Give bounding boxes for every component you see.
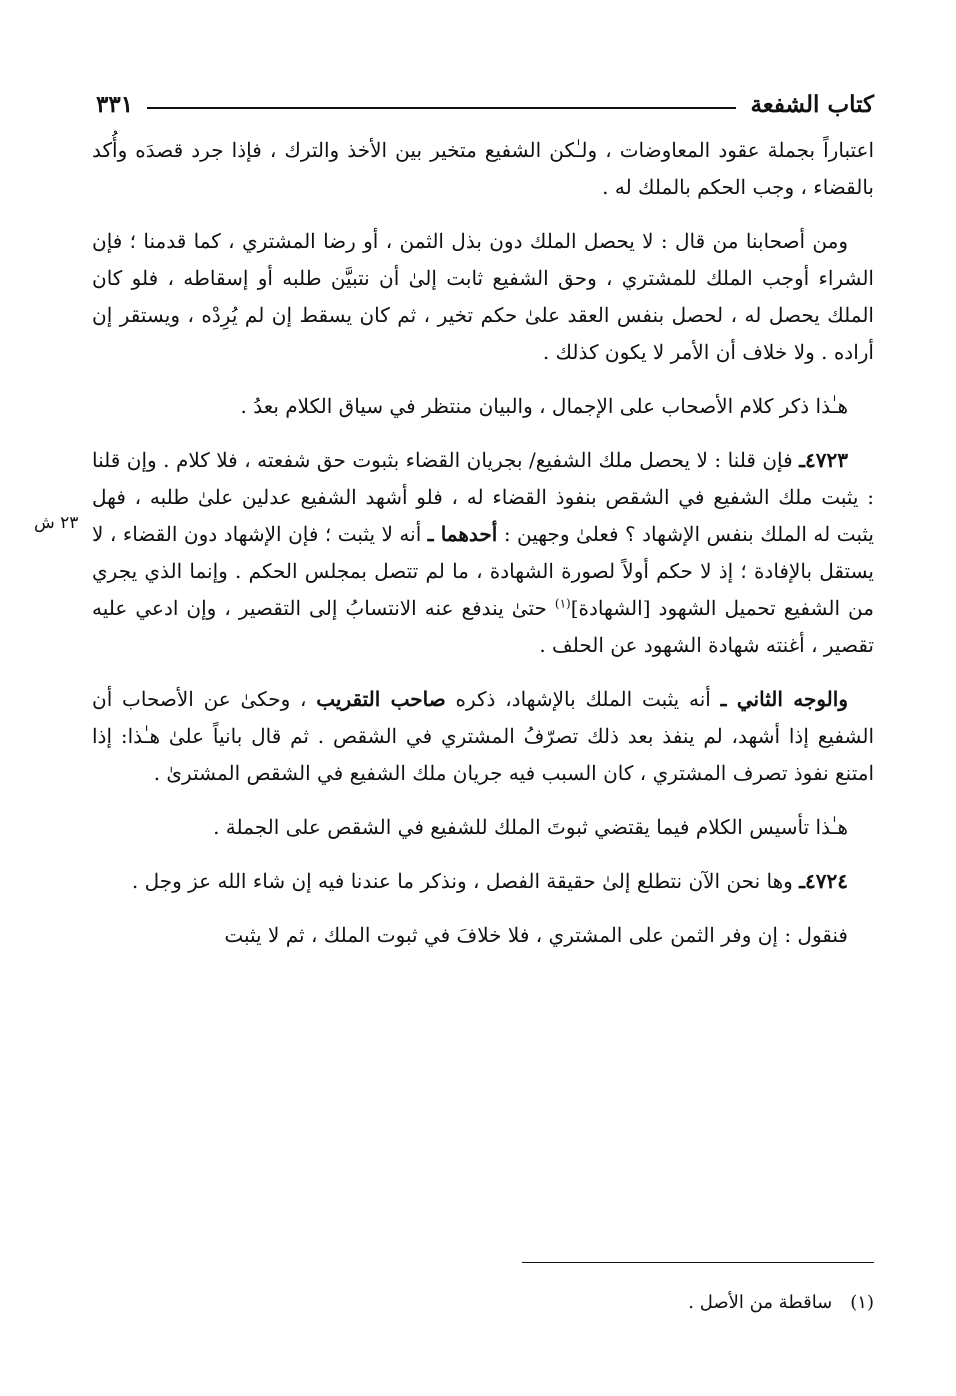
paragraph-4723 [92, 442, 874, 664]
section-number: ٤٧٢٤ـ [799, 869, 848, 893]
header-rule [147, 107, 736, 109]
paragraph-4724 [92, 863, 874, 900]
footnote-reference: (١) [554, 596, 571, 611]
paragraph-text: أنه يثبت الملك بالإشهاد، ذكره [445, 687, 721, 711]
paragraph [92, 809, 874, 846]
running-title: كتاب الشفعة [750, 90, 874, 118]
paragraph-text: هـٰذا تأسيس الكلام فيما يقتضي ثبوتَ الملك للشفيع في الشقص على الجملة . [213, 815, 848, 839]
paragraph [92, 223, 874, 371]
paragraph-text: فنقول : إن وفر الثمن على المشتري ، فلا خلافَ في ثبوت الملك ، ثم لا يثبت [224, 923, 848, 947]
paragraph-text: اعتباراً بجملة عقود المعاوضات ، ولـٰكن الشفيع متخير بين الأخذ والترك ، فإذا جرد قصدَه وأُكد بالقضاء ، وجب الحكم بالملك له . [92, 138, 874, 199]
paragraph-text: هـٰذا ذكر كلام الأصحاب على الإجمال ، والبيان منتظر في سياق الكلام بعدُ . [240, 394, 848, 418]
bold-term: أحدهما ـ [427, 522, 498, 546]
footnote [94, 1290, 874, 1316]
footnote-mark: (١) [850, 1292, 874, 1313]
page-header [96, 84, 874, 124]
main-text [92, 132, 874, 971]
paragraph-text: ومن أصحابنا من قال : لا يحصل الملك دون بذل الثمن ، أو رضا المشتري ، كما قدمنا ؛ فإن الشراء أوجب الملك للمشتري ، وحق الشفيع ثابت إلىٰ أن نتبيَّن طلبه أو إسقاطه ، فلو كان الملك يحصل له ، لحصل بنفس العقد علىٰ حكم تخير ، ثم كان يسقط إن لم يُرِدْه ، ويستقر إن أراده . ولا خلاف أن الأمر لا يكون كذلك . [92, 229, 874, 364]
paragraph [92, 917, 874, 954]
paragraph-text: أنه لا يثبت ؛ فإن الإشهاد دون القضاء ، لا يستقل بالإفادة ؛ إذ لا حكم أولاً لصورة الشهادة ، ما لم تتصل بمجلس الحكم . وإنما الذي يجري من الشفيع تحميل الشهود [الشهادة] [92, 522, 874, 620]
footnote-text: ساقطة من الأصل . [688, 1292, 833, 1313]
paragraph [92, 388, 874, 425]
page-number: ٣٣١ [96, 90, 134, 118]
paragraph-text: وها نحن الآن نتطلع إلىٰ حقيقة الفصل ، ونذكر ما عندنا فيه إن شاء الله عز وجل . [131, 869, 800, 893]
section-number: ٤٧٢٣ـ [799, 448, 848, 472]
footnote-divider [522, 1262, 874, 1263]
paragraph-text: فإن قلنا : لا يحصل ملك الشفيع/ بجريان القضاء بثبوت حق شفعته ، فلا كلام . وإن قلنا : يثبت ملك الشفيع في الشقص بنفوذ القضاء له ، فلو أشهد الشفيع عدلين علىٰ طلبه ، فهل يثبت له الملك بنفس الإشهاد ؟ فعلىٰ وجهين : [92, 448, 874, 546]
footnotes [94, 1290, 874, 1316]
paragraph [92, 132, 874, 206]
bold-term: والوجه الثاني ـ [720, 687, 848, 711]
paragraph-text: ، وحكىٰ عن الأصحاب أن الشفيع إذا أشهد، لم ينفذ بعد ذلك تصرّفُ المشتري في الشقص . ثم قال بانياً علىٰ هـٰذا: إذا امتنع نفوذ تصرف المشتري ، كان السبب فيه جريان ملك الشفيع في الشقص المشترىٰ . [92, 687, 875, 785]
paragraph [92, 681, 874, 792]
bold-term: صاحب التقريب [316, 687, 446, 711]
margin-manuscript-reference: ٢٣ ش [34, 513, 79, 533]
paragraph-text: حتىٰ يندفع عنه الانتسابُ إلى التقصير ، وإن ادعي عليه تقصير ، أغنته شهادة الشهود عن الحلف . [92, 596, 874, 657]
